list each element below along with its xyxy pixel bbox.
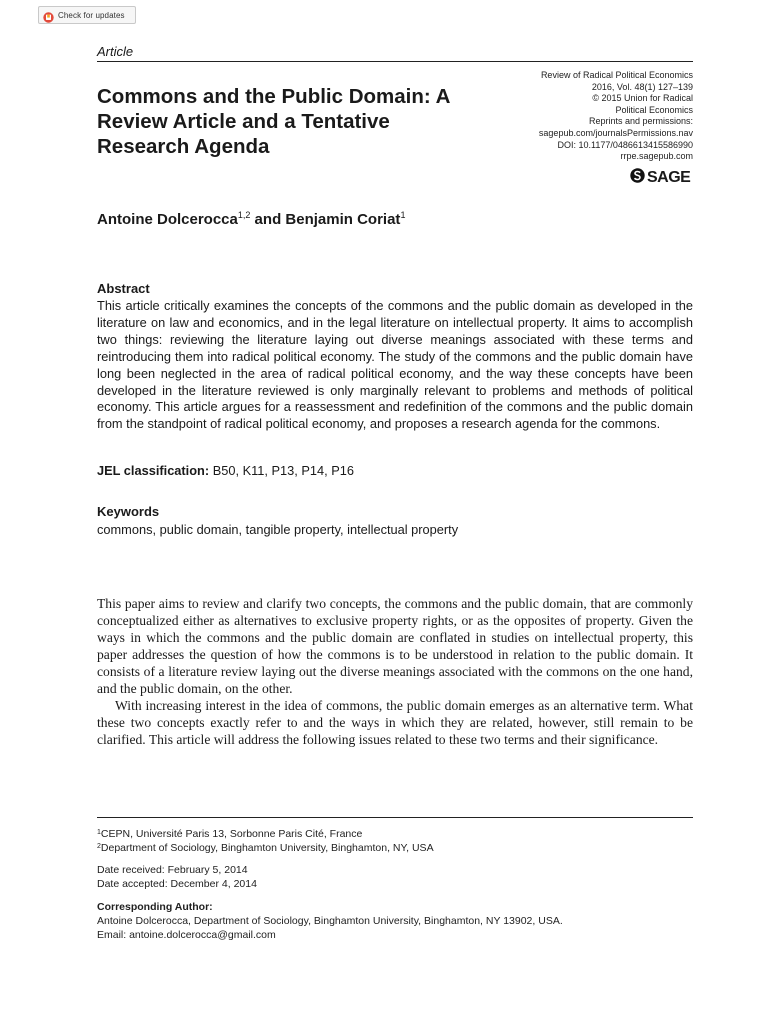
- author-connector: and: [250, 211, 286, 228]
- author-name: Antoine Dolcerocca: [97, 211, 238, 228]
- copyright-holder: Political Economics: [615, 104, 693, 115]
- body-paragraph: This paper aims to review and clarify two concepts, the commons and the public domain, that are commonly conceptualized either as alternatives to exclusive property rights, or as the opposites of property. Given the ways in which the commons and the public domain are conflated in studies on intellectual property, this paper addresses the question of how the commons is to be understood in relation to the public domain. It consists of a literature review laying out the diverse meanings associated with the commons on the one hand, and the public domain, on the other.: [97, 596, 693, 696]
- corresponding-author-address: Antoine Dolcerocca, Department of Sociology, Binghamton University, Binghamton, NY 13902, USA.: [97, 915, 563, 927]
- journal-volume: 2016, Vol. 48(1) 127–139: [591, 81, 693, 92]
- article-type-label: Article: [97, 44, 134, 59]
- body-text: [97, 595, 693, 748]
- keywords-heading: Keywords: [97, 504, 160, 519]
- abstract-text: This article critically examines the concepts of the commons and the public domain as developed in the literature on law and economics, and in the legal literature on intellectual property. It aims to accomplish two things: reviewing the literature laying out diverse meanings associated with these terms and reintroducing them into radical political economy. The study of the commons and the public domain have long been neglected in the area of radical political economy, and the way these concepts have been developed in the literature reviewed is only marginally relevant to problems and methods of political economy. This article argues for a reassessment and redefinition of the commons and the public domain from the standpoint of radical political economy, and proposes a research agenda for the commons.: [97, 298, 693, 432]
- check-for-updates-button[interactable]: [38, 6, 136, 24]
- jel-codes: B50, K11, P13, P14, P16: [209, 463, 355, 478]
- check-for-updates-label: Check for updates: [58, 10, 125, 20]
- affiliation-footnote: [97, 826, 362, 841]
- affiliation-footnote: [97, 840, 434, 855]
- author-line: [97, 210, 405, 228]
- sage-logo: [630, 168, 690, 188]
- corresponding-author-heading: Corresponding Author:: [97, 901, 213, 913]
- date-accepted: Date accepted: December 4, 2014: [97, 878, 257, 890]
- author-affiliation-ref: 1: [400, 210, 406, 220]
- affiliation-number: 2: [97, 843, 101, 850]
- body-paragraph: With increasing interest in the idea of commons, the public domain emerges as an alternative term. What these two concepts exactly refer to and the ways in which they are related, however, still remain to be clarified. This article will address the following issues related to these two terms and their significance.: [97, 698, 693, 747]
- article-title: Commons and the Public Domain: A Review Article and a Tentative Research Agenda: [97, 85, 450, 158]
- date-received: Date received: February 5, 2014: [97, 864, 248, 876]
- affiliation-text: Department of Sociology, Binghamton University, Binghamton, NY, USA: [100, 842, 434, 854]
- check-updates-icon: [43, 10, 54, 21]
- reprints-label: Reprints and permissions:: [588, 116, 693, 127]
- author-name: Benjamin Coriat: [285, 211, 401, 228]
- keywords-text: commons, public domain, tangible property, intellectual property: [97, 522, 459, 537]
- journal-name: Review of Radical Political Economics: [540, 70, 693, 80]
- journal-url-link[interactable]: rrpe.sagepub.com: [620, 151, 693, 162]
- journal-meta: [470, 70, 693, 163]
- doi-link[interactable]: DOI: 10.1177/0486613415586990: [557, 139, 693, 150]
- jel-label: JEL classification:: [97, 463, 210, 478]
- copyright-line: © 2015 Union for Radical: [592, 93, 693, 104]
- affiliation-text: CEPN, Université Paris 13, Sorbonne Paris Cité, France: [100, 828, 363, 840]
- abstract-heading: Abstract: [97, 281, 150, 296]
- permissions-link[interactable]: sagepub.com/journalsPermissions.nav: [538, 127, 693, 138]
- jel-classification: [97, 463, 354, 478]
- sage-logo-text: SAGE: [647, 169, 691, 186]
- corresponding-author-email[interactable]: Email: antoine.dolcerocca@gmail.com: [97, 929, 276, 941]
- author-affiliation-ref: 1,2: [237, 210, 251, 220]
- footnote-rule: [97, 817, 693, 818]
- affiliation-number: 1: [97, 829, 101, 836]
- sage-logo-icon: [630, 168, 645, 188]
- header-rule: [97, 61, 693, 62]
